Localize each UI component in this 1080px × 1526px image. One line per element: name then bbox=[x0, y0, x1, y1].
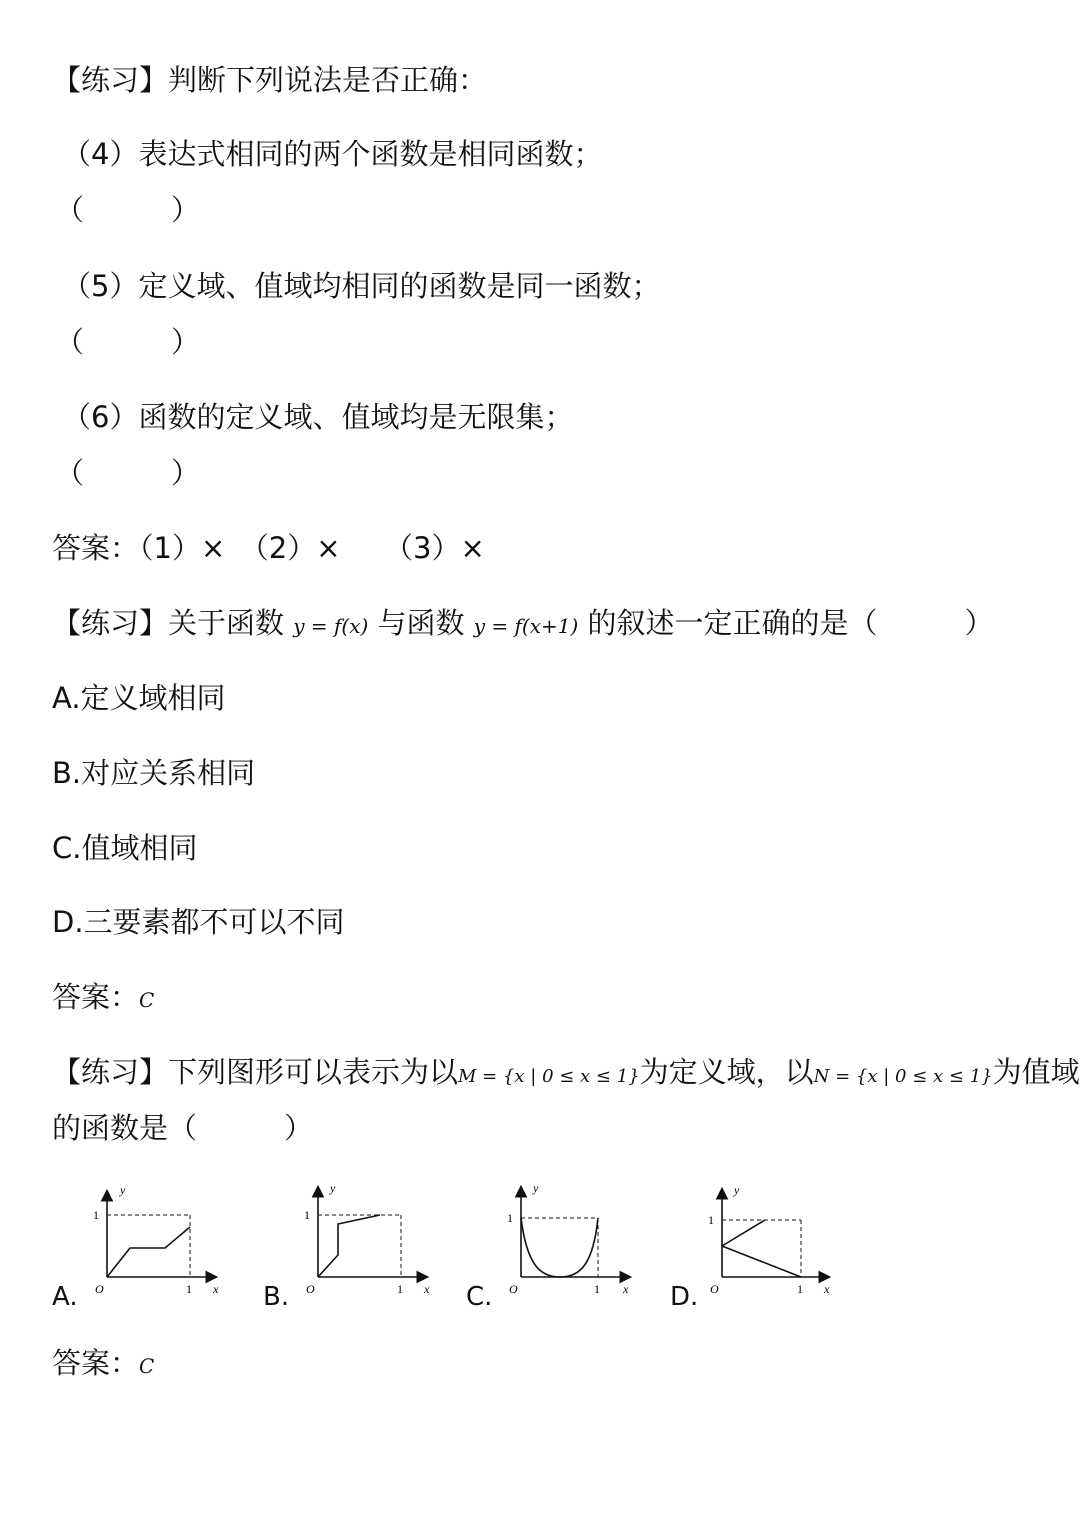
y-axis-label: y bbox=[533, 1181, 539, 1195]
x-axis-label: x bbox=[424, 1282, 430, 1296]
statement-5: （5）定义域、值域均相同的函数是同一函数； bbox=[62, 269, 661, 303]
exercise-3-question-line2: 的函数是（ ） bbox=[52, 1111, 314, 1145]
answer-label: 答案： bbox=[52, 980, 140, 1014]
answer-blank-4: （ ） bbox=[55, 193, 201, 227]
y-axis-label: y bbox=[734, 1183, 740, 1197]
question-mid: 为定义域，以 bbox=[639, 1055, 814, 1089]
statement-6: （6）函数的定义域、值域均是无限集； bbox=[62, 400, 574, 434]
origin-label: O bbox=[509, 1282, 518, 1296]
set-n: N = {x | 0 ≤ x ≤ 1} bbox=[813, 1066, 993, 1087]
question-mid: 与函数 bbox=[377, 606, 465, 640]
exercise-3-answer bbox=[52, 1343, 154, 1386]
set-m: M = {x | 0 ≤ x ≤ 1} bbox=[458, 1066, 640, 1087]
answer-blank-5: （ ） bbox=[55, 325, 201, 359]
function-segment-upper bbox=[722, 1220, 765, 1246]
origin-label: O bbox=[95, 1282, 104, 1296]
answer-value: C bbox=[139, 1354, 155, 1378]
statement-4: （4）表达式相同的两个函数是相同函数； bbox=[62, 137, 603, 171]
graph-b bbox=[290, 1180, 435, 1300]
tick-label-y-1: 1 bbox=[507, 1211, 513, 1225]
exercise-2-question bbox=[52, 603, 994, 646]
tick-label-y-1: 1 bbox=[304, 1208, 310, 1222]
graph-a bbox=[85, 1180, 230, 1300]
question-suffix: 为值域 bbox=[992, 1055, 1080, 1089]
formula-y-fx-plus-1: y = f(x+1) bbox=[473, 614, 579, 638]
tick-label-x-1: 1 bbox=[186, 1282, 192, 1296]
origin-label: O bbox=[710, 1282, 719, 1296]
graph-c bbox=[495, 1180, 640, 1300]
exercise-3-question-line1 bbox=[52, 1052, 1080, 1097]
answer-label: 答案： bbox=[52, 1346, 140, 1380]
x-axis-label: x bbox=[824, 1282, 830, 1296]
graph-label-c: C. bbox=[466, 1282, 493, 1312]
tick-label-x-1: 1 bbox=[797, 1282, 803, 1296]
tick-label-x-1: 1 bbox=[594, 1282, 600, 1296]
y-axis-label: y bbox=[120, 1183, 126, 1197]
option-d: D.三要素都不可以不同 bbox=[52, 905, 345, 939]
function-curve bbox=[107, 1227, 190, 1277]
question-prefix: 【练习】下列图形可以表示为以 bbox=[52, 1055, 459, 1089]
x-axis-label: x bbox=[623, 1282, 629, 1296]
question-suffix: 的叙述一定正确的是（ ） bbox=[587, 606, 994, 640]
tick-label-x-1: 1 bbox=[397, 1282, 403, 1296]
answer-value: C bbox=[139, 988, 155, 1012]
x-axis-label: x bbox=[213, 1282, 219, 1296]
option-c: C.值域相同 bbox=[52, 831, 198, 865]
formula-y-fx: y = f(x) bbox=[293, 614, 369, 638]
exercise-2-answer bbox=[52, 977, 154, 1020]
y-axis-label: y bbox=[330, 1181, 336, 1195]
graph-label-b: B. bbox=[263, 1282, 290, 1312]
graph-label-d: D. bbox=[670, 1282, 699, 1312]
origin-label: O bbox=[306, 1282, 315, 1296]
tick-label-y-1: 1 bbox=[93, 1208, 99, 1222]
exercise-1-answer: 答案：（1）× （2）× （3）× bbox=[52, 531, 485, 565]
tick-label-y-1: 1 bbox=[708, 1213, 714, 1227]
graph-d bbox=[700, 1180, 845, 1300]
option-a: A.定义域相同 bbox=[52, 681, 226, 715]
function-curve bbox=[318, 1215, 380, 1277]
question-prefix: 【练习】关于函数 bbox=[52, 606, 285, 640]
answer-blank-6: （ ） bbox=[55, 456, 201, 490]
option-b: B.对应关系相同 bbox=[52, 756, 256, 790]
graph-label-a: A. bbox=[52, 1282, 78, 1312]
function-segment-lower bbox=[722, 1246, 801, 1277]
function-curve bbox=[521, 1218, 598, 1277]
exercise-1-header: 【练习】判断下列说法是否正确： bbox=[52, 63, 488, 97]
